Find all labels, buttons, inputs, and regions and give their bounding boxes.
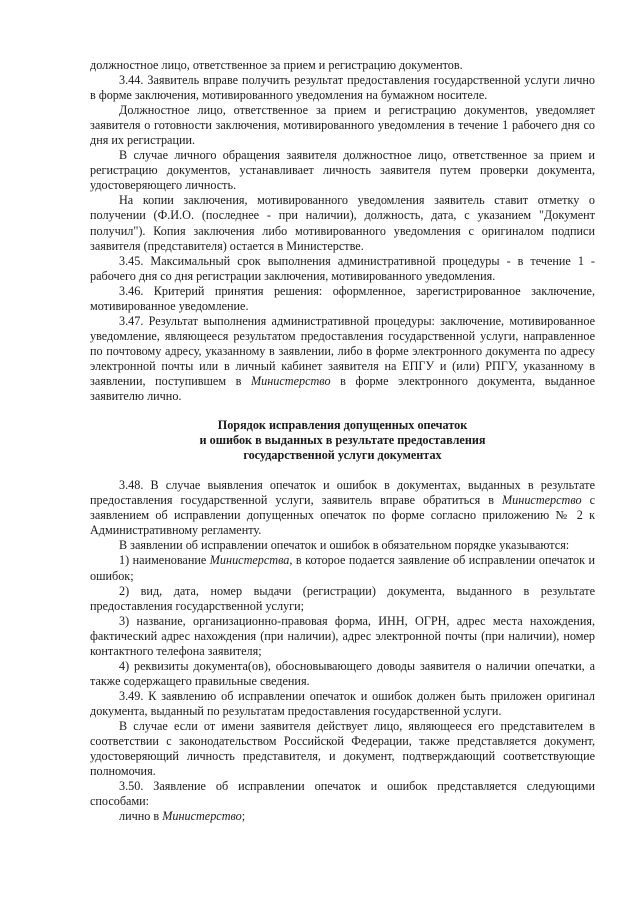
- paragraph-3-50: 3.50. Заявление об исправлении опечаток и ошибок представляется следующими способами:: [90, 779, 595, 809]
- p347-text-end: в форме электронного документа, выданное заявителю лично.: [90, 373, 595, 404]
- paragraph-receipt-mark: На копии заключения, мотивированного уведомления заявитель ставит отметку о получении (Ф.И.О. (последнее - при наличии), должность, дата, с указанием "Документ получил"). Копия заключения либо мотивированного уведомления с оригиналом подписи заявителя (представителя) остается в Министерстве.: [90, 193, 595, 253]
- paragraph-continuation: должностное лицо, ответственное за прием и регистрацию документов.: [90, 58, 463, 72]
- heading-line-3: государственной услуги документах: [243, 448, 442, 463]
- p348-text-end: с заявлением об исправлении допущенных опечаток по форме согласно приложению № 2 к Административному регламенту.: [90, 493, 595, 538]
- last-ministry: Министерство: [162, 809, 242, 824]
- paragraph-3-47: [90, 314, 595, 404]
- item1-text-start: 1) наименование: [119, 553, 210, 568]
- p347-text-start: 3.47. Результат выполнения административной процедуры: заключение, мотивированное уведомление, являющееся результатом предоставления государственной услуги, направленное по почтовому адресу, указанному в заявлении, либо в форме электронного документа по адресу электронной почты или в личный кабинет заявителя на ЕПГУ и (или) РПГУ, указанному в заявлении, поступившем в: [90, 313, 595, 388]
- heading-line-1: Порядок исправления допущенных опечаток: [217, 418, 468, 433]
- list-item-3: 3) название, организационно-правовая форма, ИНН, ОГРН, адрес места нахождения, фактический адрес нахождения (при наличии), адрес электронной почты (при наличии), номер контактного телефона заявителя;: [90, 613, 595, 658]
- paragraph-3-49: 3.49. К заявлению об исправлении опечаток и ошибок должен быть приложен оригинал документа, выданный по результатам предоставления государственной услуги.: [90, 688, 595, 718]
- document-page: [90, 58, 595, 824]
- p348-text-start: 3.48. В случае выявления опечаток и ошибок в документах, выданных в результате предоставления государственной услуги, заявитель вправе обратиться в: [90, 478, 595, 508]
- paragraph-3-46: 3.46. Критерий принятия решения: оформленное, зарегистрированное заключение, мотивированное уведомление.: [90, 283, 595, 313]
- item1-ministry: Министерства: [209, 553, 290, 568]
- section-heading: [90, 418, 595, 463]
- item1-text-end: , в которое подается заявление об исправлении опечаток и ошибок;: [90, 553, 596, 583]
- paragraph-representative: В случае если от имени заявителя действует лицо, являющееся его представителем в соответствии с законодательством Российской Федерации, также представляется документ, удостоверяющий личность представителя, и документ, подтверждающий соответствующие полномочия.: [90, 718, 595, 779]
- last-text-start: лично в: [119, 809, 163, 824]
- list-item-2: 2) вид, дата, номер выдачи (регистрации) документа, выданного в результате предоставления государственной услуги;: [90, 583, 595, 613]
- paragraph-3-44: 3.44. Заявитель вправе получить результат предоставления государственной услуги лично в форме заключения, мотивированного уведомления на бумажном носителе.: [90, 73, 595, 103]
- p347-ministry: Министерство: [251, 373, 331, 388]
- p348-ministry: Министерство: [502, 493, 582, 508]
- paragraph-3-45: 3.45. Максимальный срок выполнения административной процедуры - в течение 1 - рабочего дня со дня регистрации заключения, мотивированного уведомления.: [90, 253, 595, 283]
- list-item-4: 4) реквизиты документа(ов), обосновывающего доводы заявителя о наличии опечатки, а также содержащего правильные сведения.: [90, 658, 595, 688]
- paragraph-required-fields: В заявлении об исправлении опечаток и ошибок в обязательном порядке указываются:: [119, 538, 570, 553]
- heading-line-2: и ошибок в выданных в результате предоставления: [199, 433, 486, 448]
- last-text-end: ;: [241, 809, 246, 824]
- paragraph-notification: Должностное лицо, ответственное за прием и регистрацию документов, уведомляет заявителя о готовности заключения, мотивированного уведомления в течение 1 рабочего дня со дня их регистрации.: [90, 103, 595, 148]
- paragraph-in-person: [90, 809, 595, 824]
- list-item-1: [90, 553, 595, 583]
- paragraph-3-48: [90, 478, 595, 538]
- paragraph-identity-check: В случае личного обращения заявителя должностное лицо, ответственное за прием и регистрацию документов, устанавливает личность заявителя путем проверки документа, удостоверяющего личность.: [90, 148, 595, 193]
